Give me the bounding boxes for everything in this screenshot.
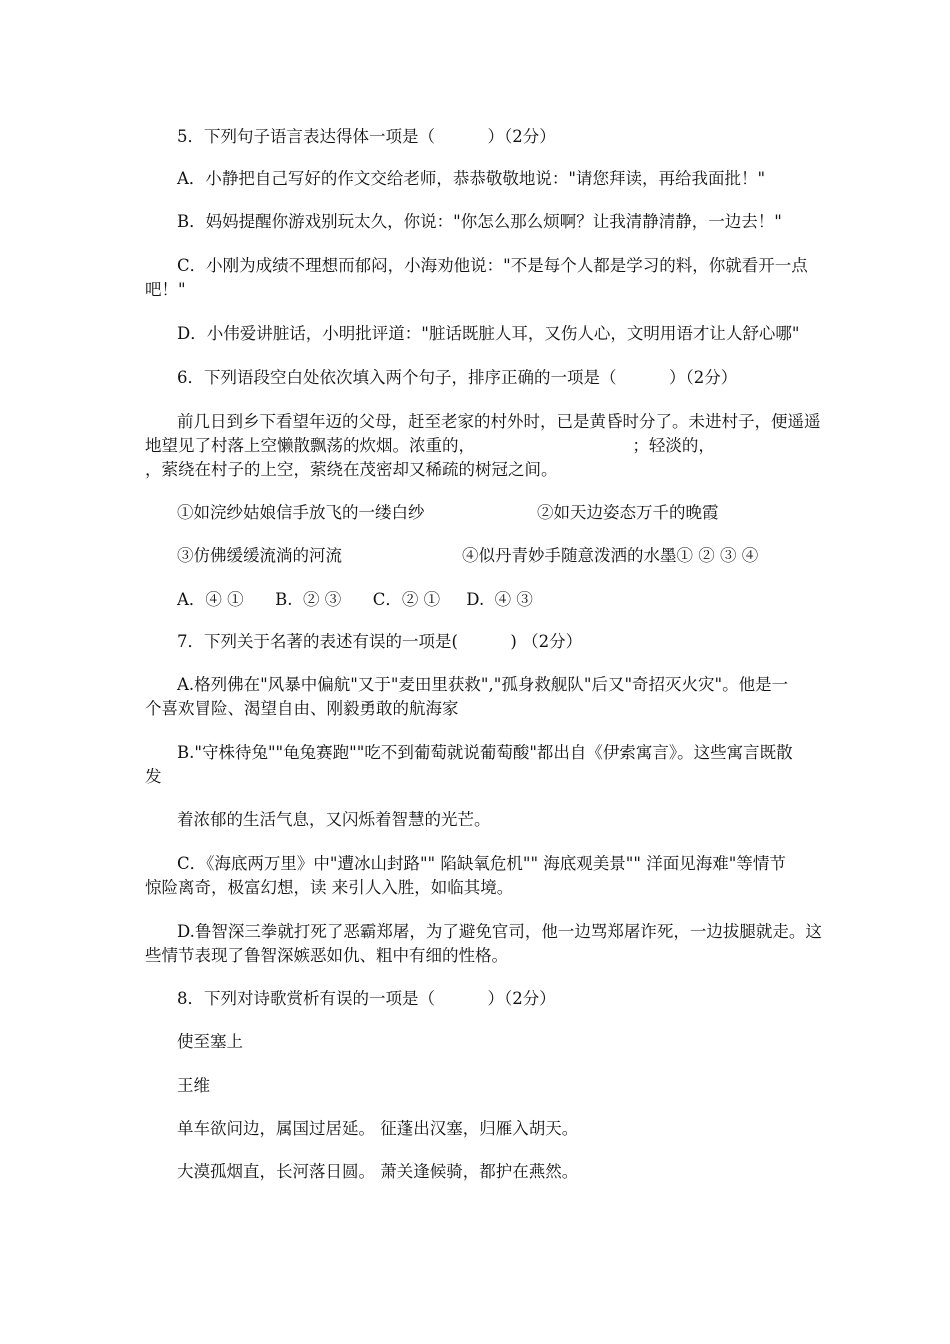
q5-option-a: A．小静把自己写好的作文交给老师，恭恭敬敬地说："请您拜读，再给我面批！" — [177, 169, 766, 188]
q6-answers: A．④ ① B. ② ③ C．② ① D. ④ ③ — [177, 590, 533, 609]
poem-title: 使至塞上 — [177, 1032, 243, 1051]
q7-option-a-line1: A.格列佛在"风暴中偏航"又于"麦田里获救","孤身救舰队"后又"奇招灭火灾"。他是一 — [177, 675, 789, 694]
q6-passage-line1: 前几日到乡下看望年迈的父母，赶至老家的村外时，已是黄昏时分了。未进村子，便遥遥 — [177, 412, 821, 431]
q8-stem: 8．下列对诗歌赏析有误的一项是（ ）（2分） — [177, 989, 556, 1008]
q6-option-4: ④似丹青妙手随意泼洒的水墨① ② ③ ④ — [462, 546, 759, 565]
q7-option-b-line3: 着浓郁的生活气息，又闪烁着智慧的光芒。 — [177, 810, 491, 829]
poem-line-1: 单车欲问边，属国过居延。 征蓬出汉塞，归雁入胡天。 — [177, 1119, 579, 1138]
q6-passage-line3: ，萦绕在村子的上空，萦绕在茂密却又稀疏的树冠之间。 — [145, 460, 558, 479]
q7-option-c-line2: 惊险离奇，极富幻想，读 来引人入胜，如临其境。 — [145, 878, 514, 897]
q6-option-1: ①如浣纱姑娘信手放飞的一缕白纱 — [177, 503, 425, 522]
q5-option-c-line1: C．小刚为成绩不理想而郁闷，小海劝他说："不是每个人都是学习的料，你就看开一点 — [177, 256, 808, 275]
poem-line-2: 大漠孤烟直，长河落日圆。 萧关逢候骑，都护在燕然。 — [177, 1162, 579, 1181]
q7-option-d-line2: 些情节表现了鲁智深嫉恶如仇、粗中有细的性格。 — [145, 946, 508, 965]
q6-stem: 6．下列语段空白处依次填入两个句子，排序正确的一项是（ ）（2分） — [177, 368, 738, 387]
q7-option-a-line2: 个喜欢冒险、渴望自由、刚毅勇敢的航海家 — [145, 699, 459, 718]
q6-passage-line2: 地望见了村落上空懒散飘荡的炊烟。浓重的， ；轻淡的， — [145, 436, 715, 455]
poem-author: 王维 — [177, 1076, 210, 1095]
q7-option-d-line1: D.鲁智深三拳就打死了恶霸郑屠，为了避免官司，他一边骂郑屠诈死，一边拔腿就走。这 — [177, 922, 822, 941]
q6-option-2: ②如天边姿态万千的晚霞 — [537, 503, 719, 522]
q5-option-d: D．小伟爱讲脏话，小明批评道："脏话既脏人耳，又伤人心，文明用语才让人舒心哪" — [177, 324, 800, 343]
q6-option-3: ③仿佛缓缓流淌的河流 — [177, 546, 342, 565]
q7-option-b-line2: 发 — [145, 767, 162, 786]
q7-option-b-line1: B."守株待兔""龟兔赛跑""吃不到葡萄就说葡萄酸"都出自《伊索寓言》。这些寓言既散 — [177, 743, 793, 762]
q5-option-c-line2: 吧！" — [145, 280, 186, 299]
q5-option-b: B．妈妈提醒你游戏别玩太久，你说："你怎么那么烦啊？让我清静清静，一边去！" — [177, 212, 782, 231]
q7-stem: 7．下列关于名著的表述有误的一项是( ) （2分） — [177, 632, 583, 651]
q5-stem: 5．下列句子语言表达得体一项是（ ）（2分） — [177, 127, 556, 146]
q7-option-c-line1: C．《海底两万里》中"遭冰山封路"" 陷缺氧危机"" 海底观美景"" 洋面见海难"等情节 — [177, 854, 786, 873]
